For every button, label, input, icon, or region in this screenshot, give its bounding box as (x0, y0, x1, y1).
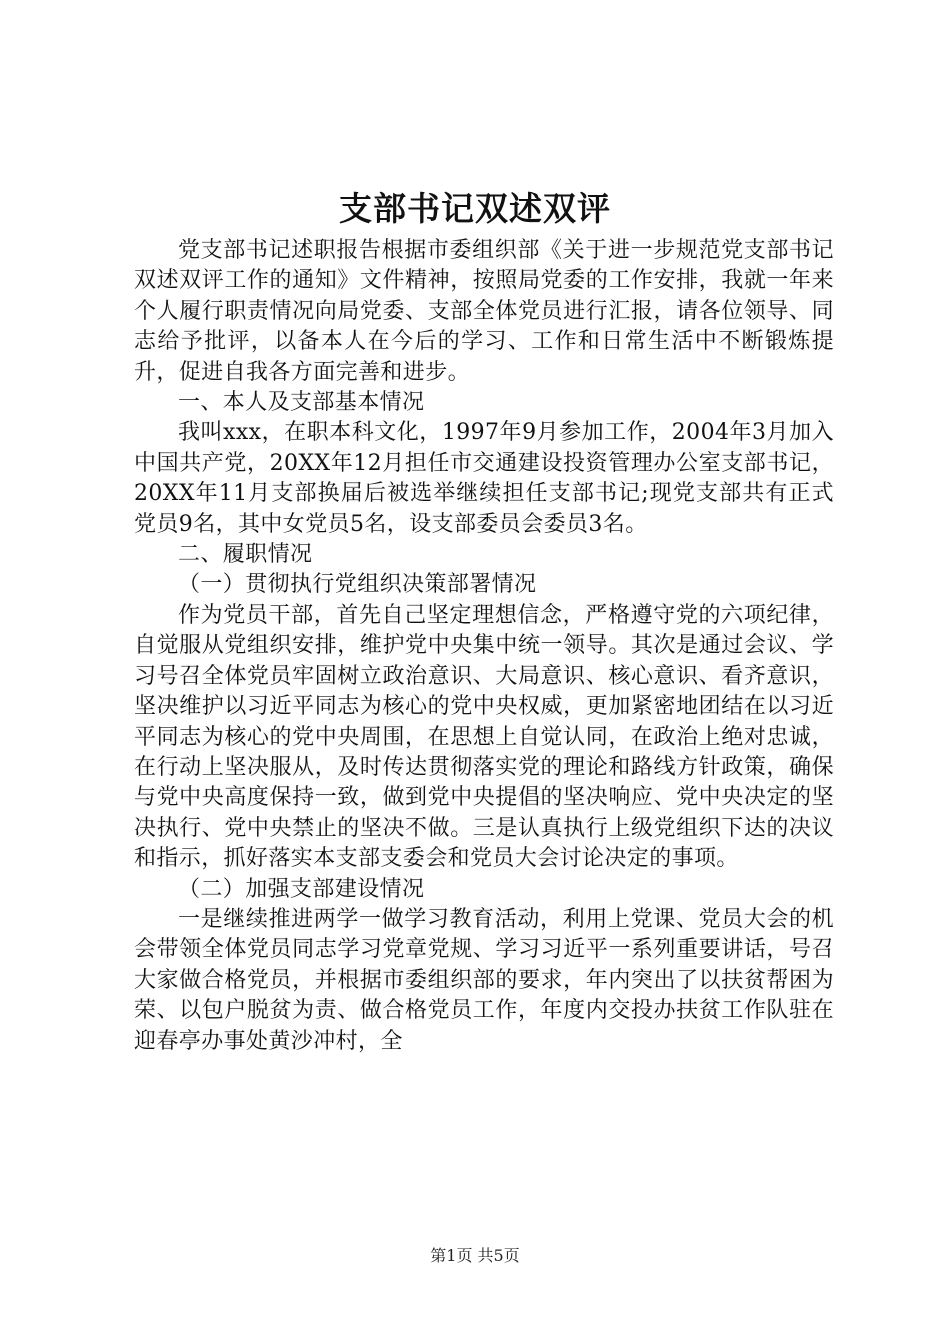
document-title: 支部书记双述双评 (339, 189, 611, 228)
document-body (134, 236, 834, 1057)
basic-info-paragraph: 我叫xxx，在职本科文化，1997年9月参加工作，2004年3月加入中国共产党，20XX年12月担任市交通建设投资管理办公室支部书记，20XX年11月支部换届后被选举继续担任支部书记;现党支部共有正式党员9名，其中女党员5名，设支部委员会委员3名。 (134, 420, 834, 537)
subsection-heading-branch-building: （二）加强支部建设情况 (178, 876, 425, 902)
intro-paragraph: 党支部书记述职报告根据市委组织部《关于进一步规范党支部书记双述双评工作的通知》文件精神，按照局党委的工作安排，我就一年来个人履行职责情况向局党委、支部全体党员进行汇报，请各位领导、同志给予批评，以备本人在今后的学习、工作和日常生活中不断锻炼提升，促进自我各方面完善和进步。 (134, 238, 834, 385)
section-heading-duties: 二、履职情况 (178, 542, 313, 568)
branch-building-paragraph: 一是继续推进两学一做学习教育活动，利用上党课、党员大会的机会带领全体党员同志学习党章党规、学习习近平一系列重要讲话，号召大家做合格党员，并根据市委组织部的要求，年内突出了以扶贫帮困为荣、以包户脱贫为责、做合格党员工作，年度内交投办扶贫工作队驻在迎春亭办事处黄沙冲村，全 (134, 906, 834, 1054)
decisions-paragraph: 作为党员干部，首先自己坚定理想信念，严格遵守党的六项纪律，自觉服从党组织安排，维护党中央集中统一领导。其次是通过会议、学习号召全体党员牢固树立政治意识、大局意识、核心意识、看齐意识，坚决维护以习近平同志为核心的党中央权威，更加紧密地团结在以习近平同志为核心的党中央周围，在思想上自觉认同，在政治上绝对忠诚，在行动上坚决服从，及时传达贯彻落实党的理论和路线方针政策，确保与党中央高度保持一致，做到党中央提倡的坚决响应、党中央决定的坚决执行、党中央禁止的坚决不做。三是认真执行上级党组织下达的决议和指示，抓好落实本支部支委会和党员大会讨论决定的事项。 (134, 602, 834, 872)
page-number-footer: 第1页 共5页 (430, 1246, 520, 1265)
subsection-heading-decisions: （一）贯彻执行党组织决策部署情况 (178, 572, 537, 598)
section-heading-basic-info: 一、本人及支部基本情况 (178, 390, 425, 416)
